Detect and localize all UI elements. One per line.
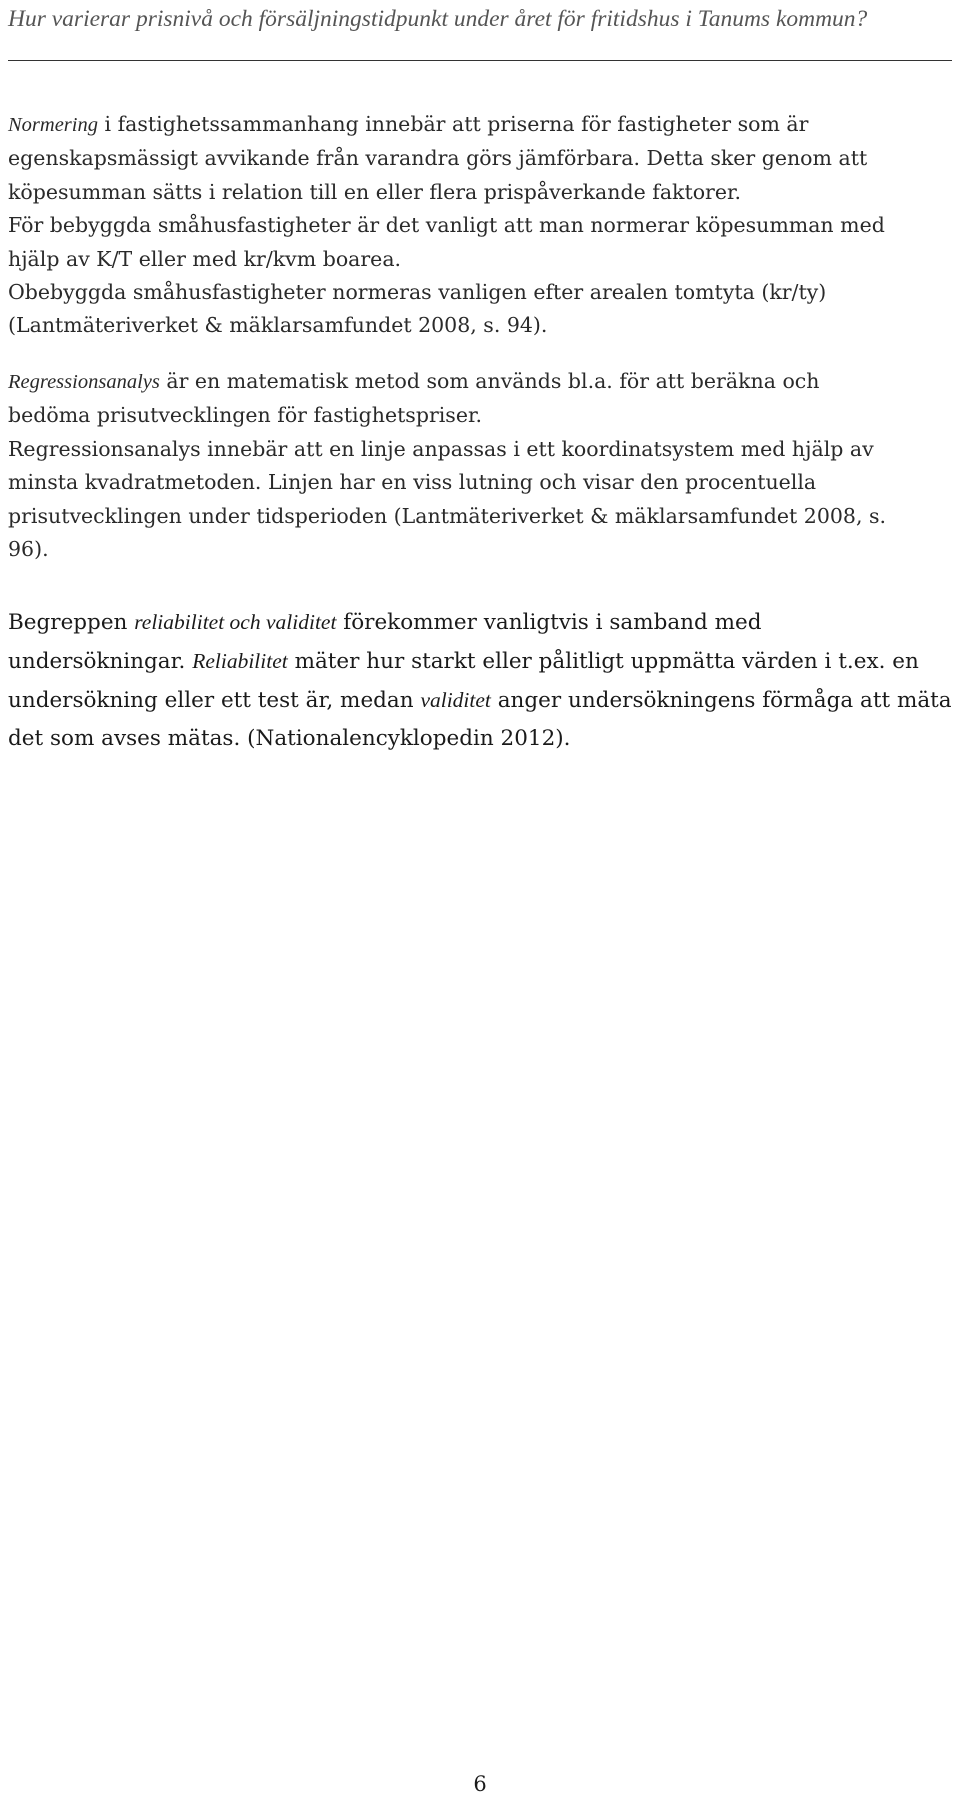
text-fragment: Begreppen: [8, 610, 135, 635]
text-line: egenskapsmässigt avvikande från varandra görs jämförbara. Detta sker genom att: [8, 146, 868, 171]
text-line: [8, 642, 952, 681]
regression-paragraph: [8, 365, 952, 566]
text-fragment: undersökning eller ett test är, medan: [8, 688, 421, 713]
text-line: minsta kvadratmetoden. Linjen har en viss lutning och visar den procentuella: [8, 470, 817, 495]
text-line: det som avses mätas. (Nationalencyklopedin 2012).: [8, 726, 571, 751]
text-line: [8, 681, 952, 720]
term-validitet: validitet: [420, 688, 491, 712]
text-line: Regressionsanalys innebär att en linje anpassas i ett koordinatsystem med hjälp av: [8, 436, 874, 461]
text-fragment: anger undersökningens förmåga att mäta: [490, 688, 952, 713]
text-line: [8, 603, 952, 642]
header-divider: [8, 60, 952, 61]
page-number: 6: [473, 1772, 487, 1796]
text-line: 96).: [8, 537, 49, 562]
term-regressionsanalys: Regressionsanalys: [8, 371, 160, 393]
text-line: [8, 108, 952, 142]
text-fragment: mäter hur starkt eller pålitligt uppmätta värden i t.ex. en: [287, 649, 919, 674]
text-fragment: är en matematisk metod som används bl.a. för att beräkna och: [159, 369, 820, 393]
text-line: Obebyggda småhusfastigheter normeras vanligen efter arealen tomtyta (kr/ty): [8, 280, 827, 305]
text-fragment: i fastighetssammanhang innebär att priserna för fastigheter som är: [97, 112, 809, 136]
text-fragment: förekommer vanligtvis i samband med: [336, 610, 762, 635]
text-line: bedöma prisutvecklingen för fastighetspriser.: [8, 403, 483, 428]
text-line: För bebyggda småhusfastigheter är det vanligt att man normerar köpesumman med: [8, 213, 885, 238]
term-normering: Normering: [8, 114, 98, 136]
text-line: prisutvecklingen under tidsperioden (Lantmäteriverket & mäklarsamfundet 2008, s.: [8, 503, 887, 528]
term-reliabilitet: Reliabilitet: [192, 649, 288, 673]
text-line: (Lantmäteriverket & mäklarsamfundet 2008, s. 94).: [8, 313, 548, 338]
text-line: [8, 365, 952, 399]
text-line: köpesumman sätts i relation till en eller flera prispåverkande faktorer.: [8, 179, 742, 204]
text-line: hjälp av K/T eller med kr/kvm boarea.: [8, 246, 402, 271]
normering-paragraph: [8, 108, 952, 343]
text-fragment: undersökningar.: [8, 649, 193, 674]
page-header: [8, 4, 952, 58]
running-title: Hur varierar prisnivå och försäljningstidpunkt under året för fritidshus i Tanums kommun?: [8, 6, 868, 32]
begrepp-paragraph: [8, 603, 952, 758]
term-reliabilitet-och-validitet: reliabilitet och validitet: [134, 610, 337, 634]
